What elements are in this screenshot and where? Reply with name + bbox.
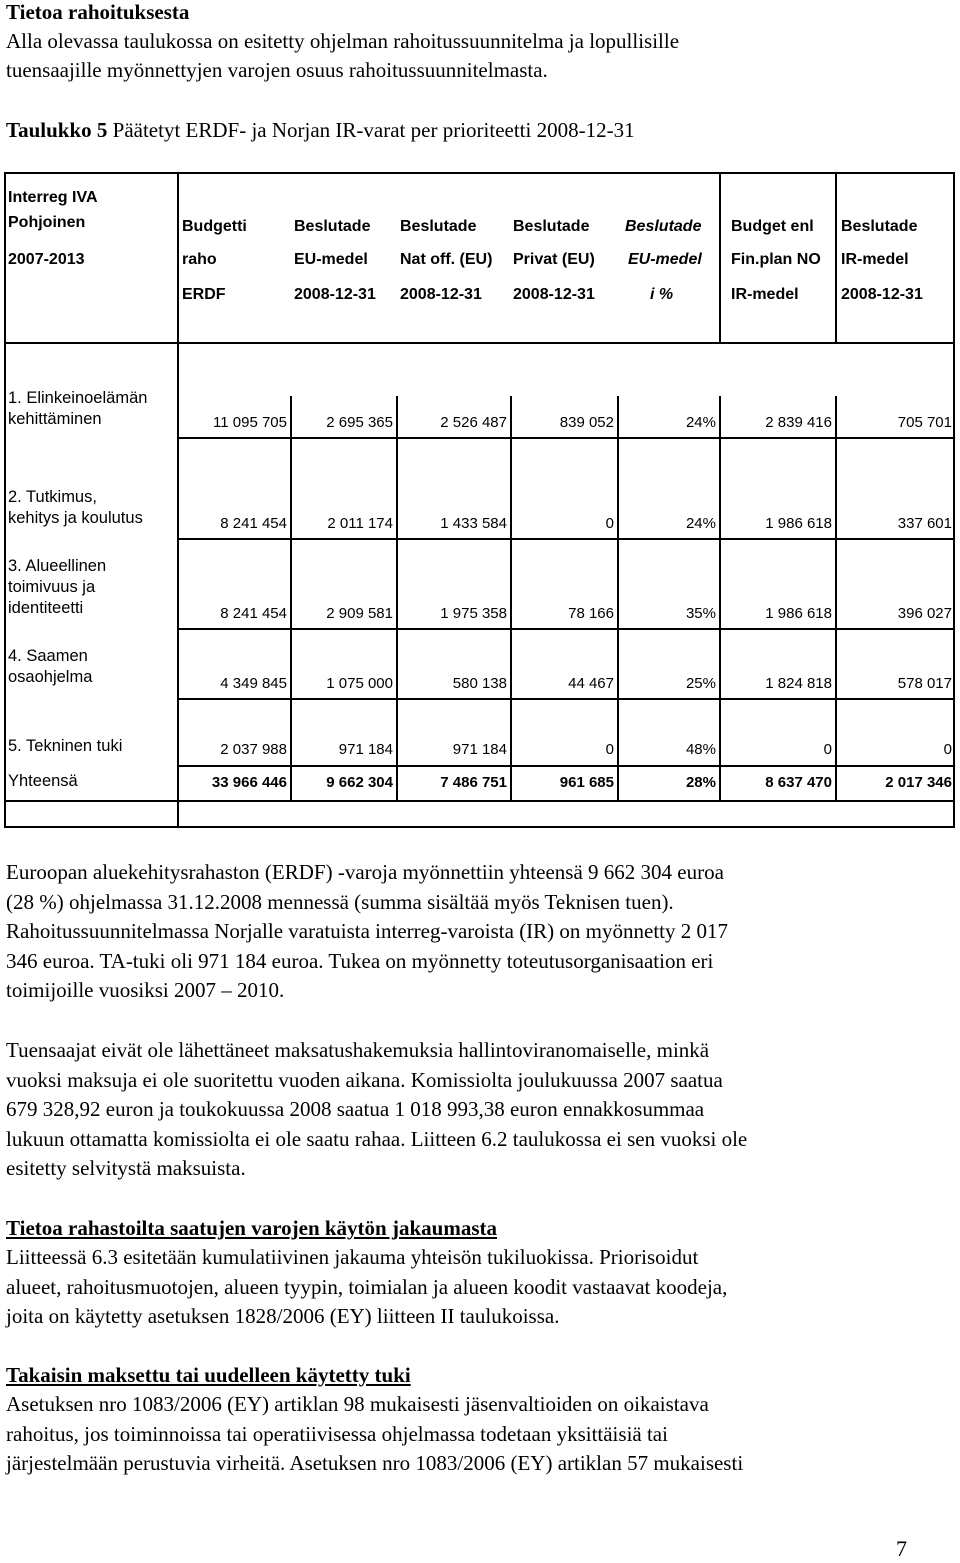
table-cell: 24% (685, 515, 716, 532)
paragraph-2: Tuensaajat eivät ole lähettäneet maksatushakemuksia hallintoviranomaiselle, minkä vuoksi maksuja ei ole suoritettu vuoden aikana. Komissiolta joulukuussa 2007 saatua 679 328,92 euron ja toukokuussa 2008 saatua 1 018 993,38 euron ennakkosummaa lukuun ottamatta komissiolta ei ole saatu rahaa. Liitteen 6.2 taulukossa ei sen vuoksi ole esitetty selvitystä maksuista. (6, 1038, 748, 1180)
row-rule (177, 698, 955, 700)
table-cell: 580 138 (452, 675, 507, 692)
col-header: raho (182, 251, 217, 268)
table-cell: 8 241 454 (220, 605, 287, 622)
section-heading-distribution: Tietoa rahastoilta saatujen varojen käytön jakaumasta (6, 1216, 497, 1240)
col-header: Beslutade (625, 218, 702, 235)
paragraph-1: Euroopan aluekehitysrahaston (ERDF) -varoja myönnettiin yhteensä 9 662 304 euroa (28 %) ohjelmassa 31.12.2008 mennessä (summa sisältää myös Teknisen tuen). Rahoitussuunnitelmassa Norjalle varatuista interreg-varoista (IR) on myönnetty 2 017 346 euroa. TA-tuki oli 971 184 euroa. Tukea on myönnetty toteutusorganisaation eri toimijoille vuosiksi 2007 – 2010. (6, 860, 728, 1002)
col-header: 2008-12-31 (513, 286, 595, 303)
table-cell: 2 839 416 (765, 414, 832, 431)
table-divider (510, 396, 512, 800)
table-cell: 396 027 (897, 605, 952, 622)
table-cell: 971 184 (338, 741, 393, 758)
table-divider (835, 172, 837, 342)
col-header: Budgetti (182, 218, 247, 235)
table-cell: 4 349 845 (220, 675, 287, 692)
table-cell: 1 824 818 (765, 675, 832, 692)
col-header: Beslutade (294, 218, 371, 235)
table-caption (6, 116, 635, 146)
col-header: Beslutade (400, 218, 477, 235)
col-header: Beslutade (513, 218, 590, 235)
col-header: Fin.plan NO (731, 251, 821, 268)
table-cell: 1 986 618 (765, 605, 832, 622)
col-header: IR-medel (731, 286, 799, 303)
table-cell: 0 (823, 741, 832, 758)
col-header: EU-medel (294, 251, 368, 268)
col-header: Beslutade (841, 218, 918, 235)
corner-label-1: Interreg IVA (8, 189, 98, 206)
section-2-body: Liitteessä 6.3 esitetään kumulatiivinen jakauma yhteisön tukiluokissa. Priorisoidut alueet, rahoitusmuotojen, alueen tyypin, toimialan ja alueen koodit vastaavat koodeja, joita on käytetty asetuksen 1828/2006 (EY) liitteen II taulukoissa. (6, 1245, 728, 1328)
table-cell: 0 (605, 741, 614, 758)
table-caption-text: Päätetyt ERDF- ja Norjan IR-varat per prioriteetti 2008-12-31 (107, 118, 635, 142)
table-caption-number: Taulukko 5 (6, 118, 108, 142)
table-cell: 337 601 (897, 515, 952, 532)
table-divider (4, 800, 955, 802)
table-cell: 8 241 454 (220, 515, 287, 532)
table-cell: 2 909 581 (326, 605, 393, 622)
total-label: Yhteensä (8, 772, 78, 790)
table-cell: 25% (685, 675, 716, 692)
row-label-1: 1. Elinkeinoelämän kehittäminen (8, 389, 148, 428)
col-header: Nat off. (EU) (400, 251, 493, 268)
table-cell: 578 017 (897, 675, 952, 692)
table-total-cell: 33 966 446 (211, 774, 287, 791)
col-header: 2008-12-31 (294, 286, 376, 303)
col-header: EU-medel (628, 251, 702, 268)
row-rule (177, 538, 955, 540)
table-cell: 1 975 358 (440, 605, 507, 622)
table-cell: 24% (685, 414, 716, 431)
table-cell: 0 (943, 741, 952, 758)
table-cell: 11 095 705 (213, 414, 287, 431)
table-total-cell: 2 017 346 (885, 774, 952, 791)
corner-label-3: 2007-2013 (8, 251, 85, 268)
table-cell: 839 052 (559, 414, 614, 431)
table-divider (617, 396, 619, 800)
table-divider (4, 342, 955, 344)
table-cell: 78 166 (568, 605, 614, 622)
table-divider (396, 396, 398, 800)
table-cell: 0 (605, 515, 614, 532)
row-label-4: 4. Saamen osaohjelma (8, 647, 93, 686)
col-header: 2008-12-31 (841, 286, 923, 303)
row-label-5: 5. Tekninen tuki (8, 737, 123, 755)
table-cell: 1 433 584 (440, 515, 507, 532)
table-divider (835, 396, 837, 800)
table-total-cell: 7 486 751 (440, 774, 507, 791)
intro-line-2: tuensaajille myönnettyjen varojen osuus rahoitussuunnitelmasta. (6, 58, 548, 82)
section-3-body: Asetuksen nro 1083/2006 (EY) artiklan 98 mukaisesti jäsenvaltioiden on oikaistava rahoitus, jos toiminnoissa tai operatiivisessa ohjelmassa todetaan yksittäisiä tai järjestelmään perustuvia virheitä. Asetuksen nro 1083/2006 (EY) artiklan 57 mukaisesti (6, 1392, 744, 1475)
table-total-cell: 961 685 (559, 774, 614, 791)
intro-line-1: Alla olevassa taulukossa on esitetty ohjelman rahoitussuunnitelma ja lopullisille (6, 29, 680, 53)
table-cell: 2 011 174 (327, 515, 393, 532)
page-number: 7 (896, 1536, 907, 1561)
col-header: Privat (EU) (513, 251, 595, 268)
table-divider (719, 396, 721, 800)
table-total-cell: 9 662 304 (326, 774, 393, 791)
col-header: 2008-12-31 (400, 286, 482, 303)
row-rule (177, 437, 955, 439)
col-header: ERDF (182, 286, 226, 303)
table-cell: 2 526 487 (440, 414, 507, 431)
table-total-cell: 8 637 470 (765, 774, 832, 791)
table-divider (719, 172, 721, 342)
row-label-3: 3. Alueellinen toimivuus ja identiteetti (8, 557, 107, 617)
table-cell: 1 075 000 (326, 675, 393, 692)
table-cell: 2 037 988 (220, 741, 287, 758)
col-header: Budget enl (731, 218, 814, 235)
table-divider (290, 396, 292, 800)
table-cell: 2 695 365 (326, 414, 393, 431)
col-header: IR-medel (841, 251, 909, 268)
table-cell: 705 701 (897, 414, 952, 431)
funding-table (4, 172, 955, 828)
table-cell: 35% (685, 605, 716, 622)
row-label-2: 2. Tutkimus, kehitys ja koulutus (8, 488, 143, 527)
section-heading-repaid: Takaisin maksettu tai uudelleen käytetty tuki (6, 1363, 411, 1387)
table-total-cell: 28% (685, 774, 716, 791)
intro-heading: Tietoa rahoituksesta (6, 0, 190, 24)
table-cell: 44 467 (568, 675, 614, 692)
row-rule (177, 765, 955, 767)
table-divider (177, 172, 179, 826)
corner-label-2: Pohjoinen (8, 214, 86, 231)
col-header: i % (650, 286, 674, 303)
row-rule (177, 628, 955, 630)
table-cell: 971 184 (452, 741, 507, 758)
table-cell: 48% (685, 741, 716, 758)
table-cell: 1 986 618 (765, 515, 832, 532)
